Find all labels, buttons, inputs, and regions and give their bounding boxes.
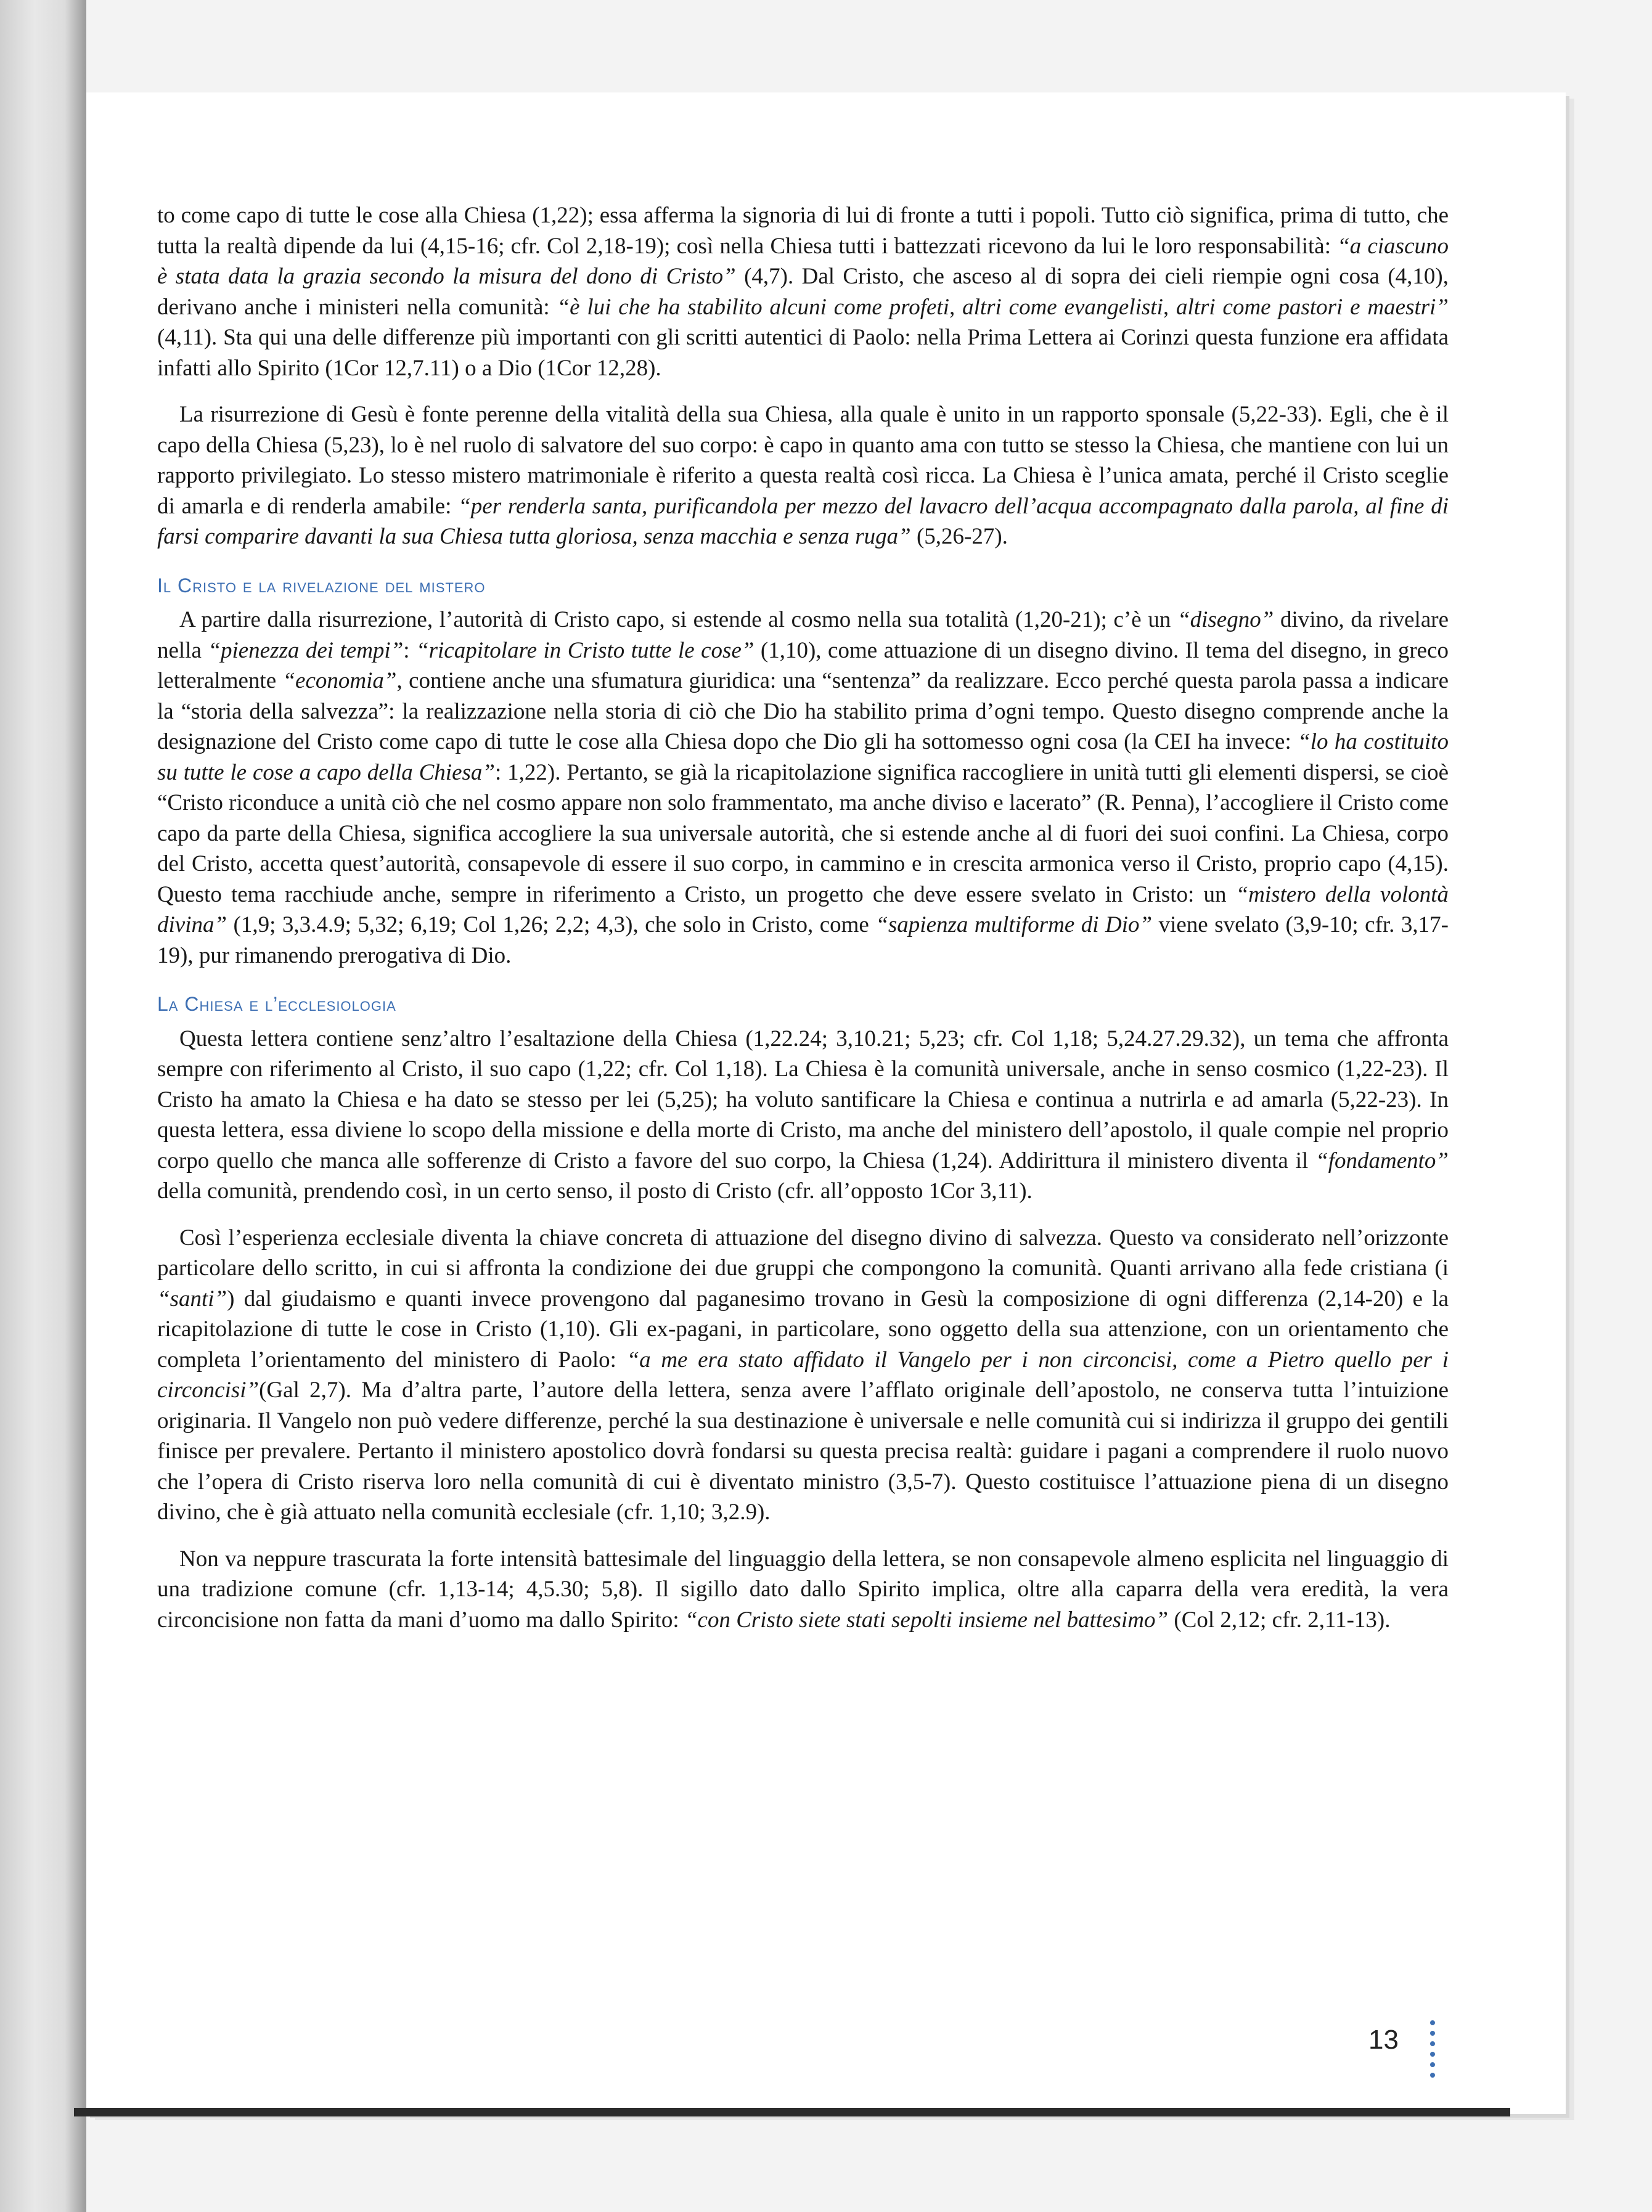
italic-quote: “fondamento”: [1315, 1148, 1449, 1173]
text-run: (4,11). Sta qui una delle differenze più importanti con gli scritti autentici di Paolo: nella Prima Lettera ai Corinzi questa funzione era affidata infatti allo Spirito (1Cor 12,7.11) o a Dio (1Cor 12,28).: [157, 325, 1449, 381]
paragraph-ecclesiologia-1: [157, 1024, 1449, 1207]
text-run: to come capo di tutte le cose alla Chiesa (1,22); essa afferma la signoria di lui di fronte a tutti i popoli. Tutto ciò significa, prima di tutto, che tutta la realtà dipende da lui (4,15-16; cfr. Col 2,18-19); così nella Chiesa tutti i battezzati ricevono da lui le loro responsabilità:: [157, 203, 1449, 259]
italic-quote: “sapienza multiforme di Dio”: [875, 912, 1153, 937]
italic-quote: “disegno”: [1177, 607, 1274, 632]
text-run: viene svelato (3,9-10; cfr. 3,17-19), pur rimanendo prerogativa di Dio.: [157, 912, 1449, 968]
text-run: : 1,22). Pertanto, se già la ricapitolazione significa raccogliere in unità tutti gli elementi dispersi, se cioè “Cristo riconduce a unità ciò che nel cosmo appare non solo frammentato, ma anche diviso e lacerato” (R. Penna), l’accogliere il Cristo come capo da parte della Chiesa, significa accogliere la sua universale autorità, che si estende anche al di fuori dei suoi confini. La Chiesa, corpo del Cristo, accetta quest’autorità, consapevole di essere il suo corpo, in cammino e in crescita armonica verso il Cristo, proprio capo (4,15). Questo tema racchiude anche, sempre in riferimento a Cristo, un progetto che deve essere svelato in Cristo: un: [157, 759, 1449, 907]
text-run: ) dal giudaismo e quanti invece provengono dal paganesimo trovano in Gesù la composizione di ogni differenza (2,14-20) e la ricapitolazione di tutte le cose in Cristo (1,10). Gli ex-pagani, in particolare, sono oggetto della sua attenzione, con un orientamento che completa l’orientamento del ministero di Paolo:: [157, 1286, 1449, 1373]
text-run: , contiene anche una sfumatura giuridica: una “sentenza” da realizzare. Ecco perché questa parola passa a indicare la “storia della salvezza”: la realizzazione nella storia di ciò che Dio ha stabilito prima d’ogni tempo. Questo disegno comprende anche la designazione del Cristo come capo di tutte le cose alla Chiesa dopo che Dio gli ha sottomesso ogni cosa (la CEI ha invece:: [157, 668, 1449, 754]
italic-quote: “con Cristo siete stati sepolti insieme nel battesimo”: [684, 1607, 1169, 1633]
italic-quote: “economia”: [282, 668, 397, 693]
italic-quote: “ricapitolare in Cristo tutte le cose”: [416, 637, 754, 663]
text-run: (1,10), come attuazione di un disegno divino. Il tema del disegno, in greco letteralmente: [157, 637, 1449, 693]
italic-quote: “per renderla santa, purificandola per mezzo del lavacro dell’acqua accompagnato dalla parola, al fine di farsi comparire davanti la sua Chiesa tutta gloriosa, senza macchia e senza ruga”: [157, 493, 1449, 549]
page-number: 13: [1368, 2025, 1399, 2055]
dot: [1430, 2031, 1435, 2036]
text-run: Così l’esperienza ecclesiale diventa la chiave concreta di attuazione del disegno divino di salvezza. Questo va considerato nell’orizzonte particolare dello scritto, in cui si affronta la condizione dei due gruppi che compongono la comunità. Quanti arrivano alla fede cristiana (i: [157, 1225, 1449, 1281]
text-run: Questa lettera contiene senz’altro l’esaltazione della Chiesa (1,22.24; 3,10.21; 5,23; cfr. Col 1,18; 5,24.27.29.32), un tema che affronta sempre con riferimento al Cristo, il suo capo (1,22; cfr. Col 1,18). La Chiesa è la comunità universale, anche in senso cosmico (1,22-23). Il Cristo ha amato la Chiesa e ha dato se stesso per lei (5,25); ha voluto santificare la Chiesa e continua a nutrirla e ad amarla (5,22-23). In questa lettera, essa diviene lo scopo della missione e della morte di Cristo, ma anche del ministero dell’apostolo, il quale compie nel proprio corpo quello che manca alle sofferenze di Cristo a favore del suo corpo, la Chiesa (1,24). Addirittura il ministero diventa il: [157, 1026, 1449, 1173]
text-run: Non va neppure trascurata la forte intensità battesimale del linguaggio della lettera, se non consapevole almeno esplicita nel linguaggio di una tradizione comune (cfr. 1,13-14; 4,5.30; 5,8). Il sigillo dato dallo Spirito implica, oltre alla caparra della vera eredità, la vera circoncisione non fatta da mani d’uomo ma dallo Spirito:: [157, 1546, 1449, 1633]
text-run: A partire dalla risurrezione, l’autorità di Cristo capo, si estende al cosmo nella sua totalità (1,20-21); c’è un: [179, 607, 1178, 632]
paragraph-top-2: [157, 399, 1449, 552]
section-heading-ecclesiologia: La Chiesa e l’ecclesiologia: [157, 993, 396, 1015]
text-run: (4,7). Dal Cristo, che asceso al di sopra dei cieli riempie ogni cosa (4,10), derivano anche i ministeri nella comunità:: [157, 264, 1449, 320]
paragraph-ecclesiologia-3: [157, 1544, 1449, 1636]
section-heading-mistero: Il Cristo e la rivelazione del mistero: [157, 574, 486, 597]
page-number-dots-decoration: [1430, 2020, 1437, 2083]
text-run: (5,26-27).: [910, 524, 1008, 549]
italic-quote: “santi”: [157, 1286, 227, 1312]
paragraph-mistero: [157, 605, 1449, 971]
text-run: divino, da rivelare nella: [157, 607, 1449, 663]
italic-quote: “è lui che ha stabilito alcuni come profeti, altri come evangelisti, altri come pastori e maestri”: [557, 294, 1449, 320]
dot: [1430, 2073, 1435, 2078]
italic-quote: “lo ha costituito su tutte le cose a capo della Chiesa”: [157, 729, 1449, 785]
text-run: (Col 2,12; cfr. 2,11-13).: [1168, 1607, 1391, 1633]
book-bottom-edge: [74, 2108, 1510, 2116]
text-run: della comunità, prendendo così, in un certo senso, il posto di Cristo (cfr. all’opposto 1Cor 3,11).: [157, 1178, 1032, 1204]
text-run: :: [403, 637, 417, 663]
dot: [1430, 2062, 1435, 2067]
page-content: [157, 200, 1449, 1635]
text-run: (Gal 2,7). Ma d’altra parte, l’autore della lettera, senza avere l’afflato originale dell’apostolo, ne conserva tutta l’intuizione originaria. Il Vangelo non può vedere differenze, perché la sua destinazione è universale e nelle comunità cui si indirizza il gruppo dei gentili finisce per prevalere. Pertanto il ministero apostolico dovrà fondarsi su questa precisa realtà: guidare i pagani a comprendere il ruolo nuovo che l’opera di Cristo riserva loro nella comunità di cui è diventato ministro (3,5-7). Questo costituisce l’attuazione piena di un disegno divino, che è già attuato nella comunità ecclesiale (cfr. 1,10; 3,2.9).: [157, 1377, 1449, 1525]
italic-quote: “a me era stato affidato il Vangelo per i non circoncisi, come a Pietro quello per i circoncisi”: [157, 1347, 1449, 1403]
italic-quote: “mistero della volontà divina”: [157, 881, 1449, 937]
book-binding-shadow: [0, 0, 86, 2212]
dot: [1430, 2052, 1435, 2057]
paragraph-top-1: [157, 200, 1449, 383]
text-run: (1,9; 3,3.4.9; 5,32; 6,19; Col 1,26; 2,2; 4,3), che solo in Cristo, come: [227, 912, 876, 937]
dot: [1430, 2020, 1435, 2025]
paragraph-ecclesiologia-2: [157, 1223, 1449, 1528]
dot: [1430, 2041, 1435, 2046]
italic-quote: “a ciascuno è stata data la grazia secondo la misura del dono di Cristo”: [157, 233, 1449, 289]
italic-quote: “pienezza dei tempi”: [208, 637, 404, 663]
text-run: La risurrezione di Gesù è fonte perenne della vitalità della sua Chiesa, alla quale è unito in un rapporto sponsale (5,22-33). Egli, che è il capo della Chiesa (5,23), lo è nel ruolo di salvatore del suo corpo: è capo in quanto ama con tutto se stesso la Chiesa, che mantiene con lui un rapporto privilegiato. Lo stesso mistero matrimoniale è riferito a questa realtà così ricca. La Chiesa è l’unica amata, perché il Cristo sceglie di amarla e di renderla amabile:: [157, 402, 1449, 519]
